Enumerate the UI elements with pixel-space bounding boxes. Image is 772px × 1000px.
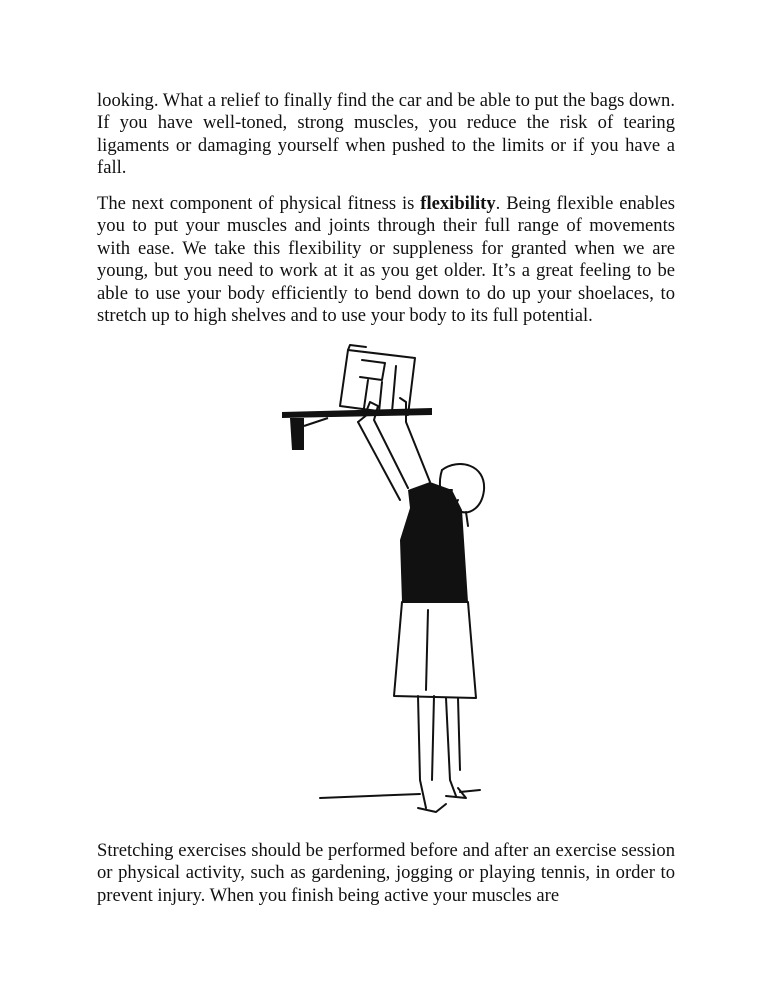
paragraph-stretching: Stretching exercises should be performed before and after an exercise session or physical activity, such as gardening, jogging or playing tennis, in order to prevent injury. When you finish being active your muscles are	[97, 840, 675, 906]
flexibility-term: flexibility	[420, 193, 496, 214]
paragraph-continuation: looking. What a relief to finally find the car and be able to put the bags down. If you have well-toned, strong muscles, you reduce the risk of tearing ligaments or damaging yourself when pushed to the limits or if you have a fall.	[97, 90, 675, 179]
woman-reaching-shelf-illustration	[270, 340, 510, 830]
paragraph-flexibility-intro: The next component of physical fitness is	[97, 193, 421, 214]
paragraph-flexibility-body: . Being flexible enables you to put your muscles and joints through their full range of movements with ease. We take this flexibility or suppleness for granted when we are young, but you need to work at it as you get older. It’s a great feeling to be able to use your body efficiently to bend down to do up your shoelaces, to stretch up to high shelves and to use your body to its full potential.	[97, 193, 675, 327]
paragraph-flexibility	[97, 193, 675, 327]
